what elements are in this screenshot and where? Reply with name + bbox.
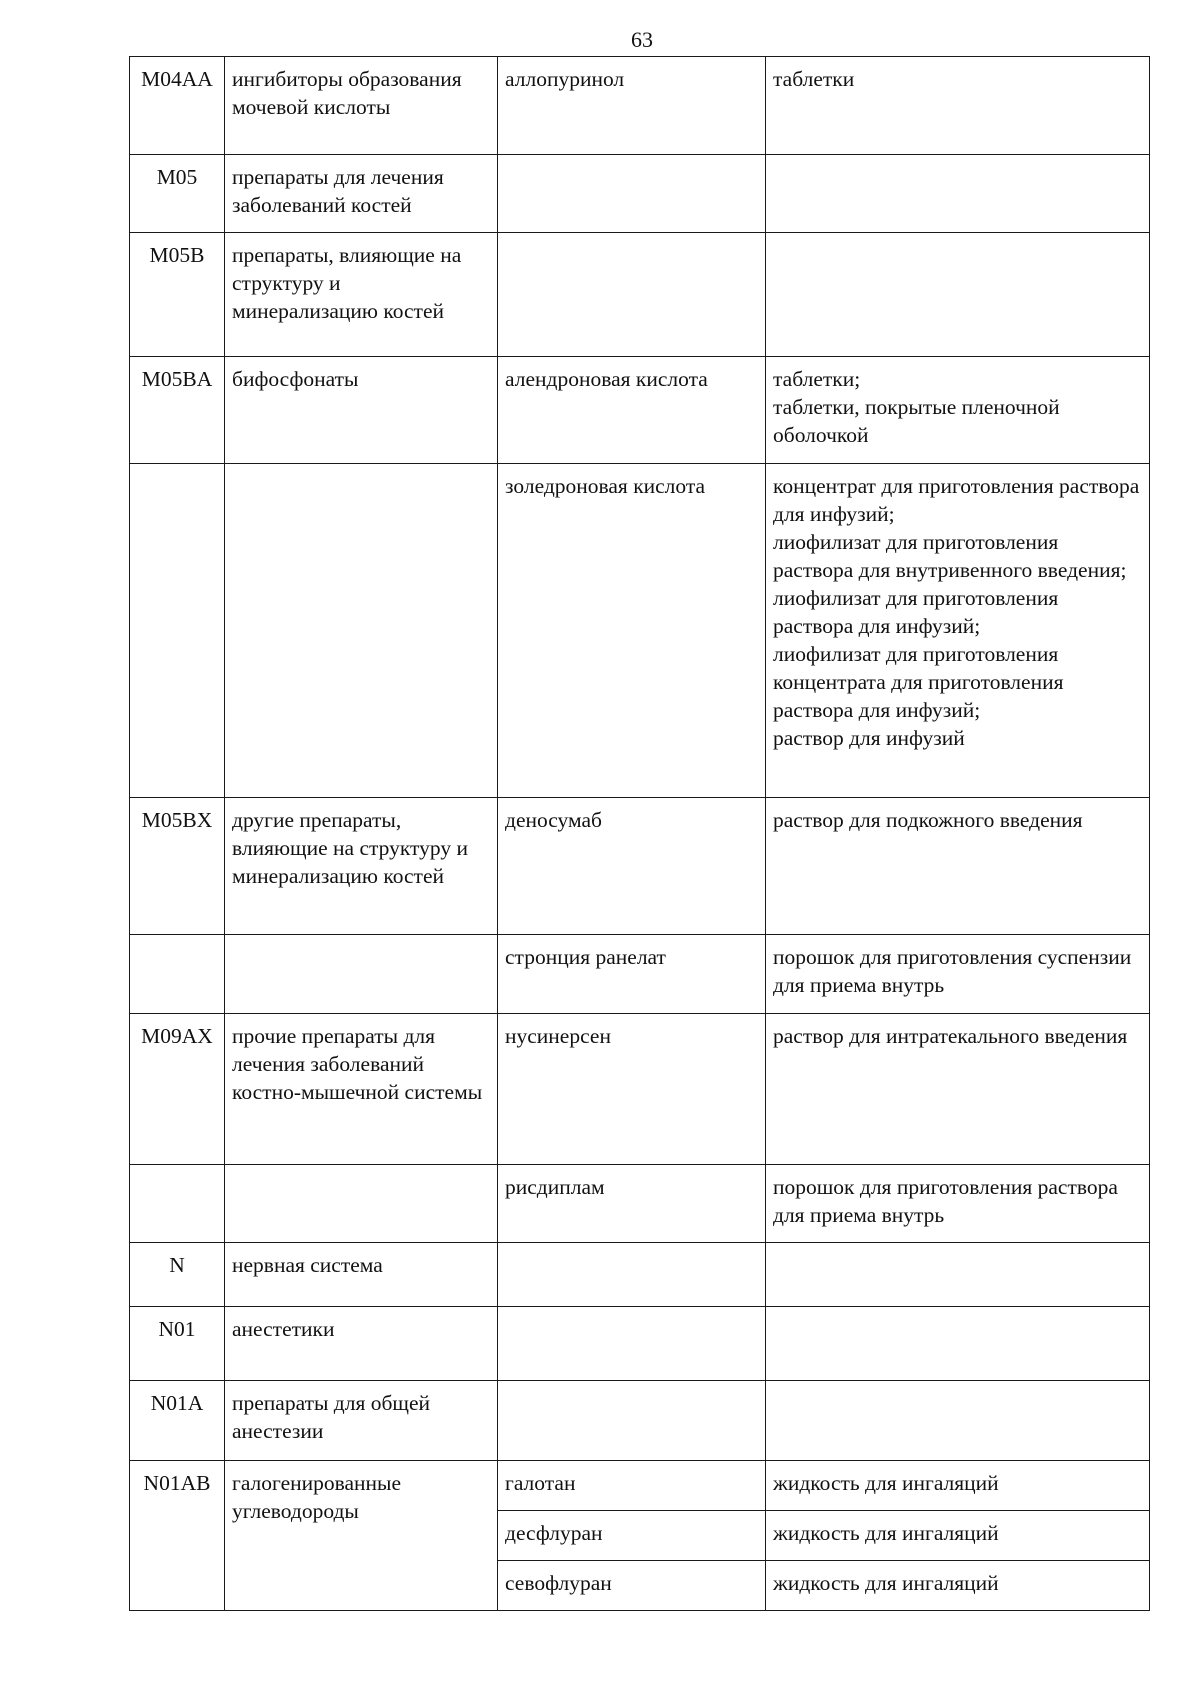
group-name-cell: нервная система <box>225 1242 498 1306</box>
atc-code-cell: N01AB <box>130 1460 225 1610</box>
group-name-cell: бифосфонаты <box>225 357 498 464</box>
dosage-form-cell: порошок для приготовления суспензии для приема внутрь <box>766 934 1150 1013</box>
group-name-cell: прочие препараты для лечения заболеваний костно-мышечной системы <box>225 1013 498 1164</box>
group-name-cell: препараты для общей анестезии <box>225 1380 498 1460</box>
atc-code-cell: M05B <box>130 233 225 357</box>
drug-name-cell <box>498 1380 766 1460</box>
atc-code-cell: N01 <box>130 1306 225 1380</box>
atc-code-cell: N01A <box>130 1380 225 1460</box>
drug-name-cell: рисдиплам <box>498 1164 766 1242</box>
dosage-form-cell: порошок для приготовления раствора для приема внутрь <box>766 1164 1150 1242</box>
table-row <box>130 1460 1150 1510</box>
table-row <box>130 798 1150 934</box>
drug-name-cell <box>498 1306 766 1380</box>
table-row <box>130 57 1150 155</box>
drug-name-cell <box>498 1242 766 1306</box>
drug-name-cell: аллопуринол <box>498 57 766 155</box>
dosage-form-cell: жидкость для ингаляций <box>766 1460 1150 1510</box>
dosage-form-cell: таблетки; таблетки, покрытые пленочной оболочкой <box>766 357 1150 464</box>
group-name-cell: препараты, влияющие на структуру и минерализацию костей <box>225 233 498 357</box>
group-name-cell: галогенированные углеводороды <box>225 1460 498 1610</box>
group-name-cell <box>225 464 498 798</box>
dosage-form-cell <box>766 1242 1150 1306</box>
dosage-form-cell: концентрат для приготовления раствора для инфузий; лиофилизат для приготовления раствора для внутривенного введения; лиофилизат для приготовления раствора для инфузий; лиофилизат для приготовления концентрата для приготовления раствора для инфузий; раствор для инфузий <box>766 464 1150 798</box>
atc-code-cell <box>130 934 225 1013</box>
group-name-cell <box>225 1164 498 1242</box>
dosage-form-cell: раствор для подкожного введения <box>766 798 1150 934</box>
atc-code-cell: M05 <box>130 155 225 233</box>
atc-code-cell <box>130 1164 225 1242</box>
group-name-cell: другие препараты, влияющие на структуру и минерализацию костей <box>225 798 498 934</box>
drug-name-cell: нусинерсен <box>498 1013 766 1164</box>
atc-code-cell <box>130 464 225 798</box>
drug-name-cell: алендроновая кислота <box>498 357 766 464</box>
table-row <box>130 233 1150 357</box>
page-number: 63 <box>631 27 653 52</box>
dosage-form-cell: таблетки <box>766 57 1150 155</box>
drug-name-cell: десфлуран <box>498 1510 766 1560</box>
drug-name-cell: деносумаб <box>498 798 766 934</box>
table-row <box>130 1013 1150 1164</box>
atc-code-cell: N <box>130 1242 225 1306</box>
drug-name-cell: стронция ранелат <box>498 934 766 1013</box>
drug-name-cell: галотан <box>498 1460 766 1510</box>
atc-code-cell: M05BA <box>130 357 225 464</box>
drug-name-cell: севофлуран <box>498 1560 766 1610</box>
group-name-cell: анестетики <box>225 1306 498 1380</box>
dosage-form-cell <box>766 233 1150 357</box>
group-name-cell: препараты для лечения заболеваний костей <box>225 155 498 233</box>
table-row <box>130 1306 1150 1380</box>
dosage-form-cell: жидкость для ингаляций <box>766 1510 1150 1560</box>
group-name-cell <box>225 934 498 1013</box>
drug-name-cell <box>498 155 766 233</box>
atc-code-cell: M09AX <box>130 1013 225 1164</box>
atc-code-cell: M04AA <box>130 57 225 155</box>
dosage-form-cell <box>766 1306 1150 1380</box>
table-row <box>130 1380 1150 1460</box>
drug-name-cell: золедроновая кислота <box>498 464 766 798</box>
table-row <box>130 464 1150 798</box>
drug-name-cell <box>498 233 766 357</box>
table-row <box>130 357 1150 464</box>
table-row <box>130 1164 1150 1242</box>
dosage-form-cell: жидкость для ингаляций <box>766 1560 1150 1610</box>
dosage-form-cell <box>766 1380 1150 1460</box>
dosage-form-cell: раствор для интратекального введения <box>766 1013 1150 1164</box>
drug-classification-table <box>129 56 1150 1611</box>
group-name-cell: ингибиторы образования мочевой кислоты <box>225 57 498 155</box>
table-row <box>130 155 1150 233</box>
dosage-form-cell <box>766 155 1150 233</box>
table-row <box>130 1242 1150 1306</box>
table-row <box>130 934 1150 1013</box>
atc-code-cell: M05BX <box>130 798 225 934</box>
